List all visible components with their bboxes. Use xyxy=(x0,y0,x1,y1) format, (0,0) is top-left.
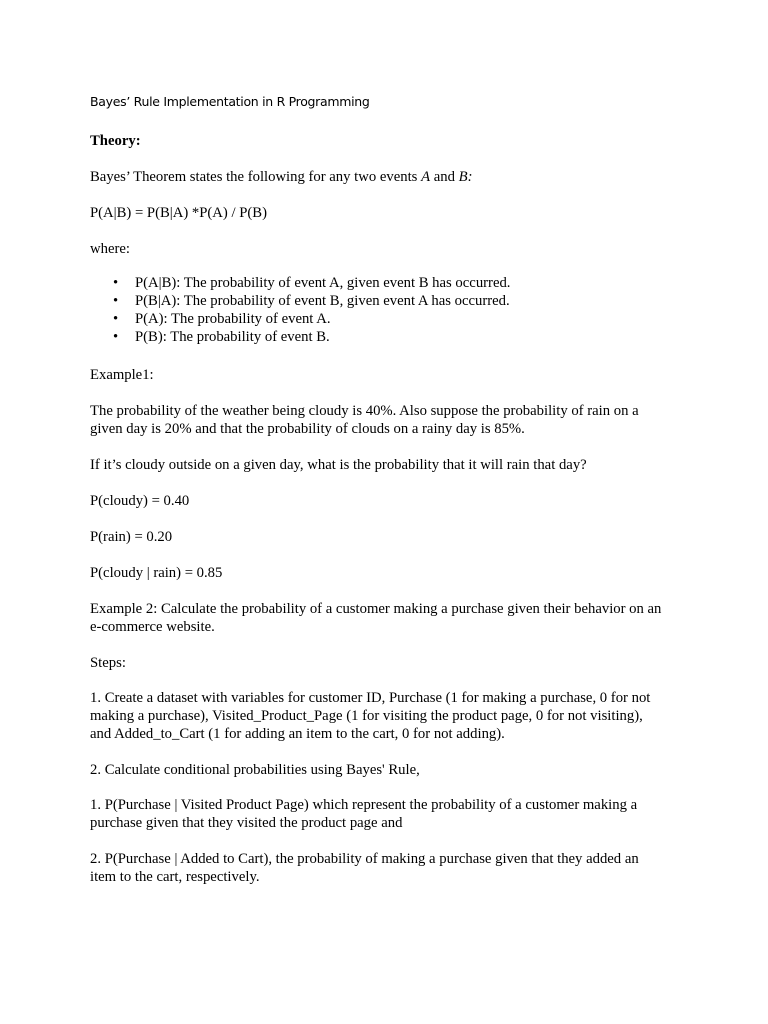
theory-heading: Theory: xyxy=(90,133,141,149)
substep2-line-1: 2. P(Purchase | Added to Cart), the probability of making a purchase given that they added an xyxy=(90,851,639,867)
substep1-line-2: purchase given that they visited the product page and xyxy=(90,815,403,831)
list-item-text: P(A): The probability of event A. xyxy=(135,311,331,327)
example1-text-line-1: The probability of the weather being cloudy is 40%. Also suppose the probability of rain on a xyxy=(90,403,639,419)
step2-text: 2. Calculate conditional probabilities using Bayes' Rule, xyxy=(90,762,420,778)
list-item-text: P(B): The probability of event B. xyxy=(135,329,330,345)
bullet-icon: • xyxy=(113,275,119,291)
example2-text-line-2: e-commerce website. xyxy=(90,619,215,635)
theorem-intro-text: Bayes’ Theorem states the following for any two events xyxy=(90,169,422,185)
bullet-icon: • xyxy=(113,311,119,327)
list-item-text: P(B|A): The probability of event B, given event A has occurred. xyxy=(135,293,510,309)
example1-text-line-2: given day is 20% and that the probability of clouds on a rainy day is 85%. xyxy=(90,421,525,437)
example1-question: If it’s cloudy outside on a given day, what is the probability that it will rain that day? xyxy=(90,457,587,473)
event-b-label: B: xyxy=(458,169,473,185)
step1-line-3: and Added_to_Cart (1 for adding an item to the cart, 0 for not adding). xyxy=(90,726,505,742)
substep2-line-2: item to the cart, respectively. xyxy=(90,869,260,885)
list-item xyxy=(111,274,510,292)
bayes-formula: P(A|B) = P(B|A) *P(A) / P(B) xyxy=(90,205,267,221)
p-cloudy: P(cloudy) = 0.40 xyxy=(90,493,190,509)
list-item xyxy=(111,310,510,328)
event-a-label: A xyxy=(421,169,431,185)
theorem-intro-and: and xyxy=(430,169,459,185)
step1-line-2: making a purchase), Visited_Product_Page (1 for visiting the product page, 0 for not visiting), xyxy=(90,708,643,724)
definitions-list xyxy=(111,274,510,346)
document-title: Bayes’ Rule Implementation in R Programming xyxy=(90,94,370,109)
where-label: where: xyxy=(90,241,130,257)
substep1-line-1: 1. P(Purchase | Visited Product Page) which represent the probability of a customer making a xyxy=(90,797,638,813)
example2-text-line-1: Example 2: Calculate the probability of a customer making a purchase given their behavior on an xyxy=(90,601,662,617)
steps-heading: Steps: xyxy=(90,655,126,671)
example1-heading: Example1: xyxy=(90,367,154,383)
p-rain: P(rain) = 0.20 xyxy=(90,529,173,545)
theorem-intro xyxy=(90,168,473,186)
bullet-icon: • xyxy=(113,329,119,345)
list-item xyxy=(111,328,510,346)
list-item xyxy=(111,292,510,310)
list-item-text: P(A|B): The probability of event A, given event B has occurred. xyxy=(135,275,511,291)
bullet-icon: • xyxy=(113,293,119,309)
step1-line-1: 1. Create a dataset with variables for customer ID, Purchase (1 for making a purchase, 0 for not xyxy=(90,690,651,706)
p-cloudy-given-rain: P(cloudy | rain) = 0.85 xyxy=(90,565,223,581)
